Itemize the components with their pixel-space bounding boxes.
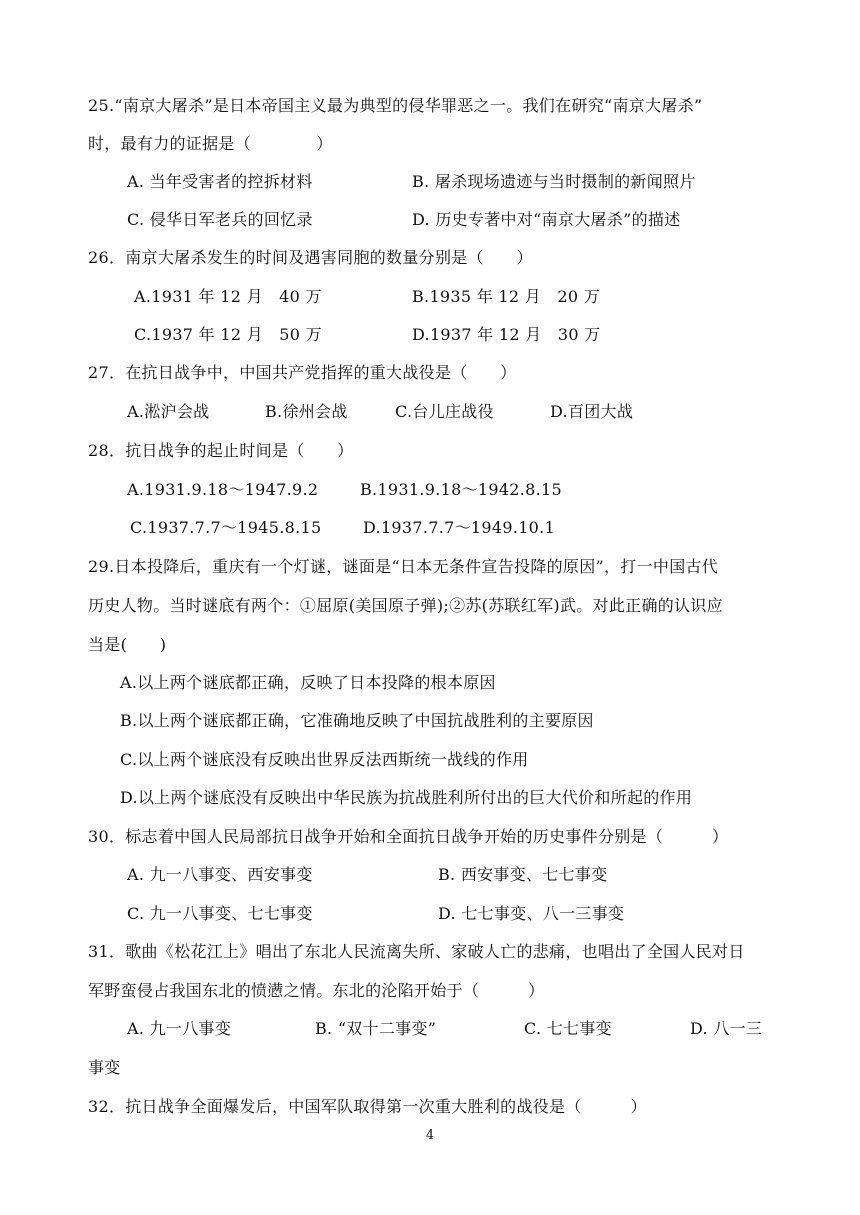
q26-stem: 26．南京大屠杀发生的时间及遇害同胞的数量分别是（ ） [88,248,533,267]
page-number: 4 [425,1128,435,1143]
q29-option-d: D.以上两个谜底没有反映出中华民族为抗战胜利所付出的巨大代价和所起的作用 [120,788,693,807]
q25-option-c: C. 侵华日军老兵的回忆录 [127,210,313,229]
q27-option-c: C.台儿庄战役 [395,402,494,421]
q28-stem: 28．抗日战争的起止时间是（ ） [88,441,354,460]
q30-stem: 30．标志着中国人民局部抗日战争开始和全面抗日战争开始的历史事件分别是（ ） [88,827,729,846]
q31-option-d-wrap: 事变 [88,1058,121,1077]
q30-option-a: A. 九一八事变、西安事变 [127,865,313,884]
q30-option-d: D. 七七事变、八一三事变 [438,904,625,923]
q31-option-c: C. 七七事变 [524,1019,612,1038]
q26-option-a: A.1931 年 12 月 40 万 [134,287,322,306]
q26-option-b: B.1935 年 12 月 20 万 [412,287,601,306]
q30-option-b: B. 西安事变、七七事变 [438,865,608,884]
q32-stem: 32．抗日战争全面爆发后，中国军队取得第一次重大胜利的战役是（ ） [88,1097,647,1116]
q25-option-b: B. 屠杀现场遗迹与当时摄制的新闻照片 [412,172,696,191]
q31-option-d: D. 八一三 [690,1019,763,1038]
q29-stem-line2: 历史人物。当时谜底有两个：①屈原(美国原子弹);②苏(苏联红军)武。对此正确的认识应 [88,596,723,615]
q26-option-d: D.1937 年 12 月 30 万 [412,325,601,344]
q29-option-b: B.以上两个谜底都正确，它准确地反映了中国抗战胜利的主要原因 [120,711,594,730]
q31-stem-line1: 31．歌曲《松花江上》唱出了东北人民流离失所、家破人亡的悲痛，也唱出了全国人民对日 [88,942,745,961]
q28-option-a: A.1931.9.18～1947.9.2 [127,480,319,499]
q25-stem-line2: 时，最有力的证据是（ ） [88,134,333,153]
q29-option-c: C.以上两个谜底没有反映出世界反法西斯统一战线的作用 [120,750,529,769]
q25-option-a: A. 当年受害者的控拆材料 [127,172,313,191]
q26-option-c: C.1937 年 12 月 50 万 [134,325,322,344]
q29-stem-line1: 29.日本投降后，重庆有一个灯谜，谜面是“日本无条件宣告投降的原因”，打一中国古代 [88,557,719,576]
q31-option-b: B. “双十二事变” [315,1019,437,1038]
q28-option-d: D.1937.7.7～1949.10.1 [363,518,556,537]
q29-option-a: A.以上两个谜底都正确，反映了日本投降的根本原因 [120,673,496,692]
q28-option-b: B.1931.9.18～1942.8.15 [360,480,563,499]
q29-stem-line3: 当是( ) [88,635,167,654]
q31-stem-line2: 军野蛮侵占我国东北的愤懑之情。东北的沦陷开始于（ ） [88,981,545,1000]
q27-option-d: D.百团大战 [550,402,634,421]
q28-option-c: C.1937.7.7～1945.8.15 [130,518,322,537]
q30-option-c: C. 九一八事变、七七事变 [127,904,313,923]
q27-stem: 27．在抗日战争中，中国共产党指挥的重大战役是（ ） [88,363,517,382]
q31-option-a: A. 九一八事变 [127,1019,232,1038]
q25-stem-line1: 25.“南京大屠杀”是日本帝国主义最为典型的侵华罪恶之一。我们在研究“南京大屠杀” [88,96,703,115]
q27-option-b: B.徐州会战 [265,402,348,421]
q25-option-d: D. 历史专著中对“南京大屠杀”的描述 [412,210,681,229]
q27-option-a: A.淞沪会战 [127,402,210,421]
